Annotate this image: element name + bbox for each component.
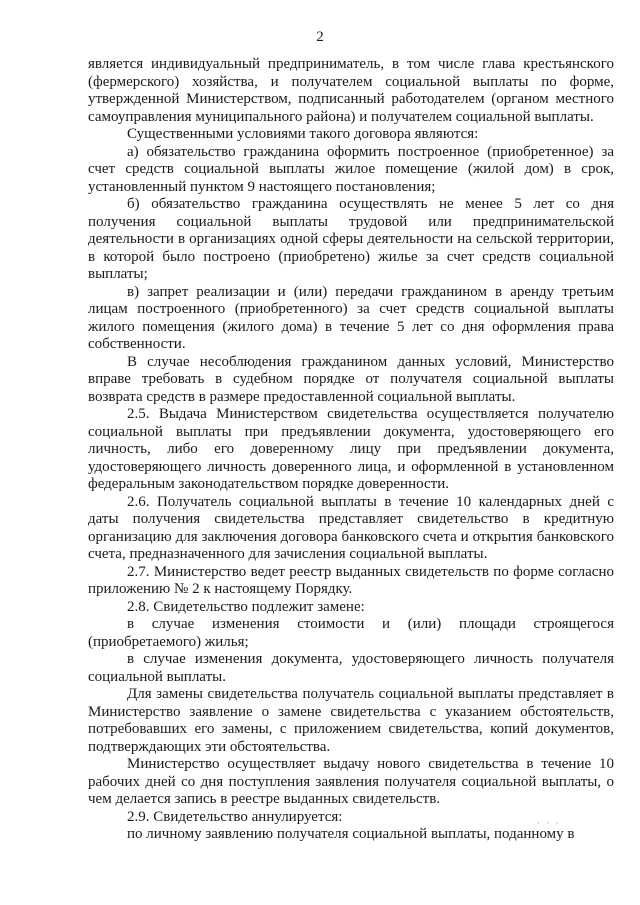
paragraph-replacement-cost: в случае изменения стоимости и (или) площади строящегося (приобретаемого) жилья; [88,616,614,650]
paragraph-2-6: 2.6. Получатель социальной выплаты в течение 10 календарных дней с даты получения свидетельства представляет свидетельство в кредитную организацию для заключения договора банковского счета и открытия банковского счета, предназначенного для зачисления социальной выплаты. [88,493,614,562]
page-number: 2 [316,29,324,45]
paragraph-noncompliance: В случае несоблюдения гражданином данных условий, Министерство вправе требовать в судебном порядке от получателя социальной выплаты возврата средств в размере предоставленной социальной выплаты. [88,353,614,405]
paragraph-condition-a: а) обязательство гражданина оформить построенное (приобретенное) за счет средств социальной выплаты жилое помещение (жилой дом) в срок, установленный пунктом 9 настоящего постановления; [88,143,614,195]
paragraph-2-5: 2.5. Выдача Министерством свидетельства осуществляется получателю социальной выплаты при предъявлении документа, удостоверяющего его личность, либо его доверенному лицу при предъявлении документа, удостоверяющего личность доверенного лица, и оформленной в установленном федеральным законодательством порядке доверенности. [88,406,614,492]
paragraph-2-7: 2.7. Министерство ведет реестр выданных свидетельств по форме согласно приложению № 2 к настоящему Порядку. [88,563,614,597]
paragraph-essential-conditions: Существенными условиями такого договора являются: [127,126,479,142]
paragraph-contract-parties: является индивидуальный предприниматель, в том числе глава крестьянского (фермерского) хозяйства, и получателем социальной выплаты по форме, утвержденной Министерством, подписанный работодателем (органом местного самоуправления муниципального района) и получателем социальной выплаты. [88,56,614,125]
paragraph-2-9: 2.9. Свидетельство аннулируется: [127,808,343,825]
paragraph-2-8: 2.8. Свидетельство подлежит замене: [127,598,365,615]
paragraph-annulment-request: по личному заявлению получателя социальной выплаты, поданному в [127,826,575,842]
paragraph-replacement-procedure: Для замены свидетельства получатель социальной выплаты представляет в Министерство заявление о замене свидетельства с указанием обстоятельств, потребовавших его замены, с приложением свидетельства, копий документов, подтверждающих эти обстоятельства. [88,686,614,755]
paragraph-new-certificate: Министерство осуществляет выдачу нового свидетельства в течение 10 рабочих дней со дня поступления заявления получателя социальной выплаты, о чем делается запись в реестре выданных свидетельств. [88,756,614,807]
paragraph-replacement-document: в случае изменения документа, удостоверяющего личность получателя социальной выплаты. [88,651,614,685]
document-body [88,56,614,844]
paragraph-condition-c: в) запрет реализации и (или) передачи гражданином в аренду третьим лицам построенного (приобретенного) за счет средств социальной выплаты жилого помещения (жилого дома) в течение 5 лет со дня оформления права собственности. [88,283,614,352]
paragraph-condition-b: б) обязательство гражданина осуществлять не менее 5 лет со дня получения социальной выплаты трудовой или предпринимательской деятельности в организациях одной сферы деятельности на сельской территории, в которой было построено (приобретено) жилье за счет средств социальной выплаты; [88,196,614,282]
scan-specks: · · · [537,818,561,828]
